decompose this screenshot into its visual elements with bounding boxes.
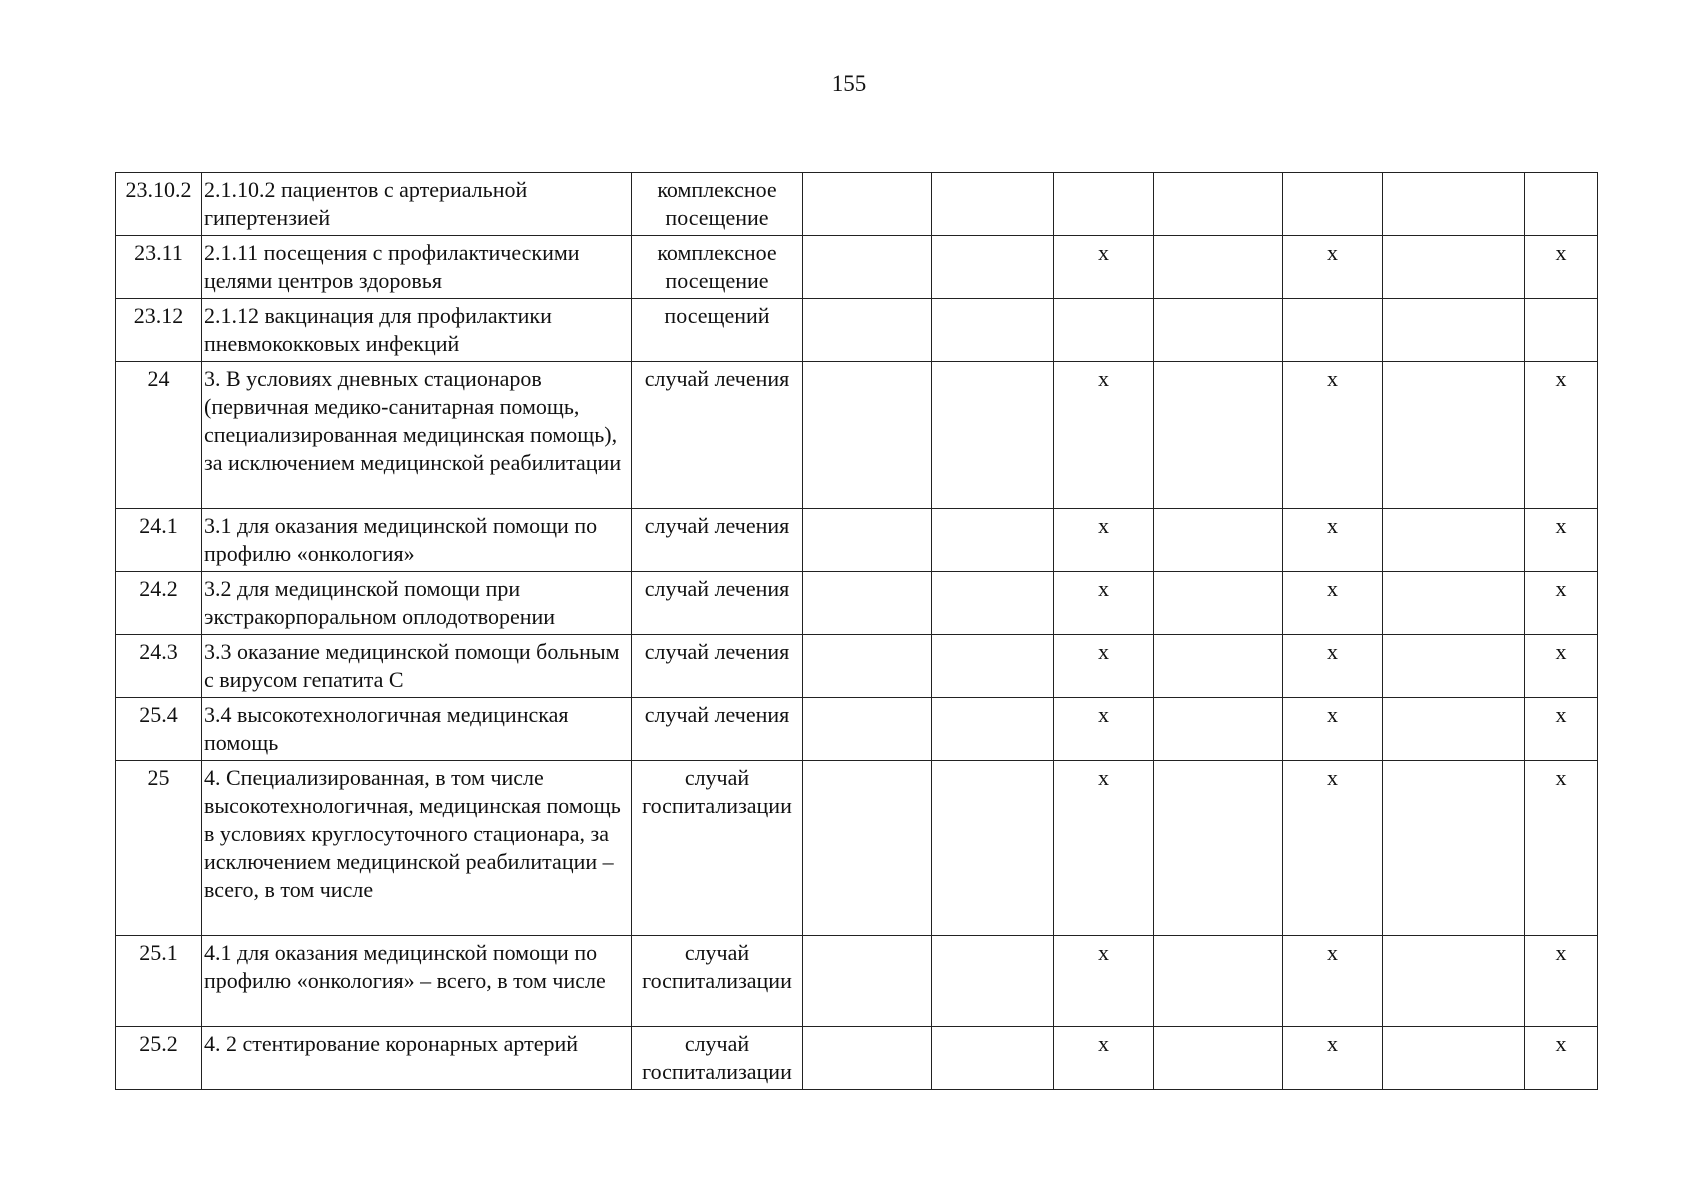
data-table [115,172,1598,1090]
value-cell [1283,173,1383,236]
unit-cell: случай лечения [632,362,803,509]
row-name-cell: 3. В условиях дневных стационаров (первичная медико-санитарная помощь, специализированная медицинская помощь), за исключением медицинской реабилитации [202,362,632,509]
value-cell [932,299,1054,362]
value-cell [1154,698,1283,761]
row-number-cell: 25.4 [116,698,202,761]
value-cell: х [1525,698,1598,761]
row-name-cell: 2.1.11 посещения с профилактическими целями центров здоровья [202,236,632,299]
value-cell: х [1283,698,1383,761]
value-cell: х [1283,635,1383,698]
value-cell: х [1525,635,1598,698]
value-cell [1154,635,1283,698]
value-cell [1383,509,1525,572]
value-cell: х [1054,936,1154,1027]
value-cell [1154,236,1283,299]
row-name-cell: 4.1 для оказания медицинской помощи по профилю «онкология» – всего, в том числе [202,936,632,1027]
row-name-cell: 3.2 для медицинской помощи при экстракорпоральном оплодотворении [202,572,632,635]
unit-cell: случай лечения [632,635,803,698]
value-cell [1283,299,1383,362]
value-cell [932,173,1054,236]
unit-cell: посещений [632,299,803,362]
value-cell [1154,362,1283,509]
value-cell [932,635,1054,698]
value-cell: х [1054,698,1154,761]
row-name-cell: 2.1.12 вакцинация для профилактики пневмококковых инфекций [202,299,632,362]
value-cell [803,635,932,698]
value-cell [803,761,932,936]
table-row [116,362,1598,509]
row-number-cell: 25.2 [116,1027,202,1090]
value-cell [1154,1027,1283,1090]
table-row [116,299,1598,362]
row-number-cell: 24 [116,362,202,509]
value-cell [1383,635,1525,698]
unit-cell: комплексное посещение [632,173,803,236]
value-cell [1383,173,1525,236]
row-number-cell: 24.1 [116,509,202,572]
value-cell [1383,761,1525,936]
unit-cell: случай лечения [632,698,803,761]
value-cell [1383,936,1525,1027]
row-number-cell: 25.1 [116,936,202,1027]
value-cell [1525,299,1598,362]
value-cell [1525,173,1598,236]
value-cell [932,572,1054,635]
value-cell [932,236,1054,299]
unit-cell: комплексное посещение [632,236,803,299]
row-name-cell: 3.3 оказание медицинской помощи больным с вирусом гепатита С [202,635,632,698]
value-cell [932,1027,1054,1090]
table-row [116,1027,1598,1090]
row-name-cell: 4. 2 стентирование коронарных артерий [202,1027,632,1090]
row-number-cell: 23.10.2 [116,173,202,236]
value-cell [1383,236,1525,299]
value-cell [1383,299,1525,362]
value-cell [803,509,932,572]
table-row [116,572,1598,635]
value-cell [803,236,932,299]
value-cell: х [1283,362,1383,509]
row-number-cell: 23.12 [116,299,202,362]
value-cell [932,936,1054,1027]
value-cell: х [1525,936,1598,1027]
unit-cell: случай госпитализации [632,936,803,1027]
table-row [116,509,1598,572]
unit-cell: случай лечения [632,572,803,635]
value-cell [1383,362,1525,509]
value-cell [803,936,932,1027]
value-cell [803,1027,932,1090]
value-cell [1383,698,1525,761]
value-cell: х [1525,236,1598,299]
value-cell: х [1525,761,1598,936]
value-cell: х [1283,761,1383,936]
table-row [116,698,1598,761]
table-row [116,635,1598,698]
value-cell [932,761,1054,936]
value-cell [803,362,932,509]
value-cell [1054,173,1154,236]
page-number: 155 [831,71,867,96]
value-cell [932,698,1054,761]
row-name-cell: 3.4 высокотехнологичная медицинская помощь [202,698,632,761]
table-row [116,761,1598,936]
value-cell [803,173,932,236]
unit-cell: случай госпитализации [632,761,803,936]
value-cell: х [1283,1027,1383,1090]
row-number-cell: 25 [116,761,202,936]
value-cell [1054,299,1154,362]
value-cell: х [1525,572,1598,635]
value-cell: х [1054,509,1154,572]
value-cell: х [1054,761,1154,936]
value-cell: х [1525,362,1598,509]
value-cell [1154,509,1283,572]
value-cell [803,299,932,362]
table-row [116,936,1598,1027]
value-cell [803,572,932,635]
value-cell [932,362,1054,509]
value-cell [1154,761,1283,936]
row-number-cell: 23.11 [116,236,202,299]
value-cell: х [1054,572,1154,635]
unit-cell: случай лечения [632,509,803,572]
value-cell: х [1283,572,1383,635]
value-cell [1383,1027,1525,1090]
table-row [116,173,1598,236]
value-cell [1383,572,1525,635]
value-cell [1154,173,1283,236]
row-name-cell: 2.1.10.2 пациентов с артериальной гипертензией [202,173,632,236]
value-cell: х [1525,1027,1598,1090]
value-cell: х [1525,509,1598,572]
unit-cell: случай госпитализации [632,1027,803,1090]
value-cell: х [1283,936,1383,1027]
value-cell [1154,572,1283,635]
value-cell: х [1054,635,1154,698]
value-cell [932,509,1054,572]
value-cell [803,698,932,761]
table-row [116,236,1598,299]
row-number-cell: 24.3 [116,635,202,698]
row-name-cell: 3.1 для оказания медицинской помощи по профилю «онкология» [202,509,632,572]
value-cell: х [1054,1027,1154,1090]
value-cell: х [1283,509,1383,572]
value-cell: х [1054,362,1154,509]
value-cell: х [1054,236,1154,299]
value-cell [1154,299,1283,362]
row-name-cell: 4. Специализированная, в том числе высокотехнологичная, медицинская помощь в условиях круглосуточного стационара, за исключением медицинской реабилитации – всего, в том числе [202,761,632,936]
row-number-cell: 24.2 [116,572,202,635]
value-cell: х [1283,236,1383,299]
value-cell [1154,936,1283,1027]
